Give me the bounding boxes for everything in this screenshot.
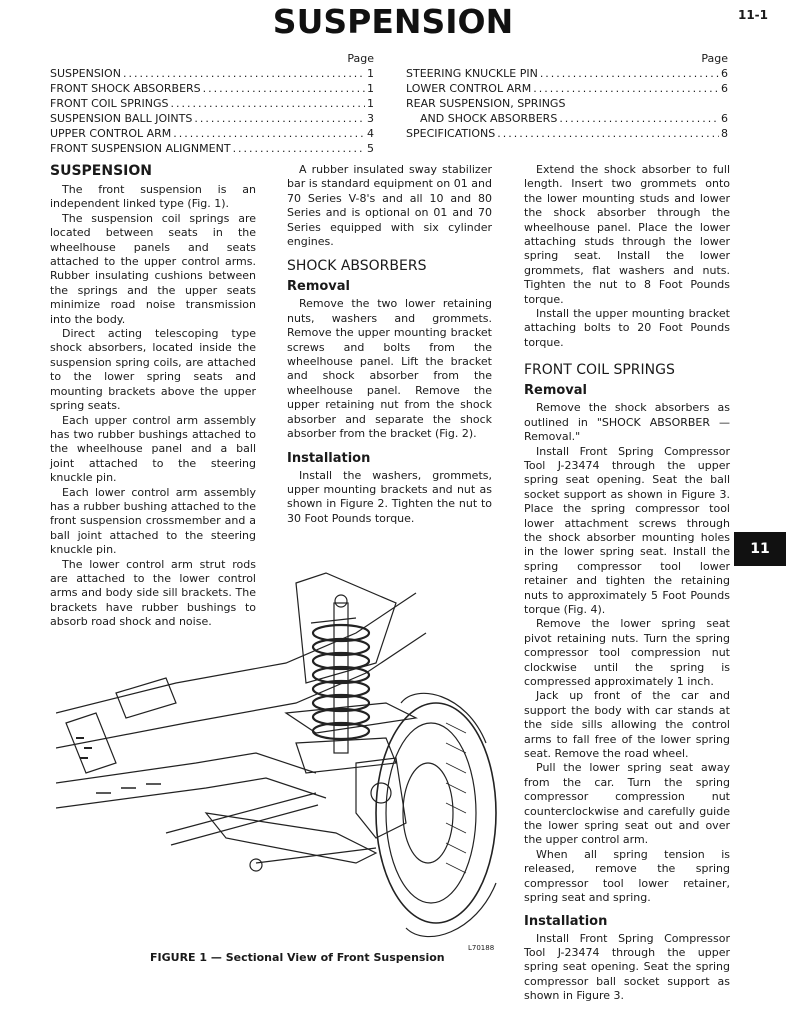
section-heading: SUSPENSION bbox=[50, 163, 152, 179]
figure-code: L70188 bbox=[468, 944, 495, 952]
paragraph: Install the upper mounting bracket attaching bolts to 20 Foot Pounds torque. bbox=[524, 307, 730, 349]
toc-entry: SUSPENSION BALL JOINTS ..... 3 bbox=[50, 111, 374, 126]
paragraph: Direct acting telescoping type shock absorbers, located inside the suspension spring coils, are attached to the lower spring seats and mounting brackets above the upper spring seats. bbox=[50, 327, 256, 413]
front-suspension-illustration bbox=[56, 563, 506, 945]
paragraph: Install Front Spring Compressor Tool J-23474 through the upper spring seat opening. Seat the ball socket support as shown in Figure 3. Place the spring compressor tool lower attachment screws through the shock absorber mounting holes in the lower spring seat. Install the spring compressor tool lower retainer and tighten the retaining nuts to approximately 5 Foot Pounds torque (Fig. 4). bbox=[524, 444, 730, 616]
toc-right bbox=[406, 51, 728, 141]
paragraph: Install the washers, grommets, upper mounting brackets and nut as shown in Figure 2. Tighten the nut to 30 Foot Pounds torque. bbox=[287, 468, 492, 525]
toc-entry: AND SHOCK ABSORBERS ..... 6 bbox=[406, 111, 728, 126]
toc-entry: STEERING KNUCKLE PIN ..... 6 bbox=[406, 66, 728, 81]
column-1 bbox=[50, 163, 256, 630]
column-2 bbox=[287, 163, 492, 526]
toc-page-heading: Page bbox=[701, 52, 728, 65]
paragraph: Jack up front of the car and support the body with car stands at the side sills allowing the control arms to fall free of the lower spring seat. Remove the road wheel. bbox=[524, 689, 730, 761]
toc-entry: UPPER CONTROL ARM ..... 4 bbox=[50, 126, 374, 141]
toc-entry: REAR SUSPENSION, SPRINGS bbox=[406, 97, 566, 110]
subsection-heading: Installation bbox=[287, 450, 371, 466]
subsection-heading: Installation bbox=[524, 913, 608, 929]
paragraph: When all spring tension is released, remove the spring compressor tool lower retainer, spring seat and spring. bbox=[524, 847, 730, 905]
paragraph: Remove the lower spring seat pivot retaining nuts. Turn the spring compressor tool compression nut clockwise until the spring is compressed approximately 1 inch. bbox=[524, 617, 730, 688]
column-3 bbox=[524, 163, 730, 1004]
paragraph: The lower control arm strut rods are attached to the lower control arms and body side sill brackets. The brackets have rubber bushings to absorb road shock and noise. bbox=[50, 557, 256, 629]
paragraph: Remove the two lower retaining nuts, washers and grommets. Remove the upper mounting bracket screws and bolts from the wheelhouse panel. Lift the bracket and shock absorber from the wheelhouse panel. Remove the upper retaining nut from the shock absorber and separate the shock absorber from the bracket (Fig. 2). bbox=[287, 297, 492, 441]
paragraph: Remove the shock absorbers as outlined in "SHOCK ABSORBER — Removal." bbox=[524, 401, 730, 444]
paragraph: The front suspension is an independent linked type (Fig. 1). bbox=[50, 183, 256, 211]
toc-entry: LOWER CONTROL ARM ..... 6 bbox=[406, 81, 728, 96]
figure-caption: FIGURE 1 — Sectional View of Front Suspension bbox=[150, 951, 445, 964]
toc-entry: SPECIFICATIONS ..... 8 bbox=[406, 126, 728, 141]
paragraph: Pull the lower spring seat away from the car. Turn the spring compressor compression nut counterclockwise and carefully guide the lower spring seat out and over the upper control arm. bbox=[524, 761, 730, 847]
paragraph: The suspension coil springs are located between seats in the wheelhouse panels and seats attached to the upper control arms. Rubber insulating cushions between the springs and the upper seats minimize road noise transmission into the body. bbox=[50, 211, 256, 326]
toc-left bbox=[50, 51, 374, 156]
paragraph: Each lower control arm assembly has a rubber bushing attached to the front suspension crossmember and a ball joint attached to the steering knuckle pin. bbox=[50, 485, 256, 557]
section-heading: SHOCK ABSORBERS bbox=[287, 258, 427, 275]
toc-entry: FRONT SUSPENSION ALIGNMENT ..... 5 bbox=[50, 141, 374, 156]
toc-entry: FRONT COIL SPRINGS ..... 1 bbox=[50, 96, 374, 111]
paragraph: Install Front Spring Compressor Tool J-23474 through the upper spring seat opening. Seat the spring compressor ball socket support as shown in Figure 3. bbox=[524, 931, 730, 1003]
paragraph: A rubber insulated sway stabilizer bar is standard equipment on 01 and 70 Series V-8's and all 10 and 80 Series and is optional on 01 and 70 Series equipped with six cylinder engines. bbox=[287, 163, 492, 249]
section-tab-marker: 11 bbox=[734, 532, 786, 566]
paragraph: Each upper control arm assembly has two rubber bushings attached to the wheelhouse panel and a ball joint attached to the steering knuckle pin. bbox=[50, 413, 256, 485]
section-heading: FRONT COIL SPRINGS bbox=[524, 362, 675, 379]
subsection-heading: Removal bbox=[287, 279, 351, 295]
page-title: SUSPENSION bbox=[272, 2, 514, 41]
toc-entry: SUSPENSION ..... 1 bbox=[50, 66, 374, 81]
paragraph: Extend the shock absorber to full length. Insert two grommets onto the lower mounting studs and lower the shock absorber through the wheelhouse panel. Place the lower attaching studs through the lower spring seat. Install the lower grommets, flat washers and nuts. Tighten the nut to 8 Foot Pounds torque. bbox=[524, 163, 730, 306]
toc-page-heading: Page bbox=[347, 52, 374, 65]
toc-entry: FRONT SHOCK ABSORBERS ..... 1 bbox=[50, 81, 374, 96]
subsection-heading: Removal bbox=[524, 383, 588, 399]
page-number: 11-1 bbox=[737, 8, 768, 22]
